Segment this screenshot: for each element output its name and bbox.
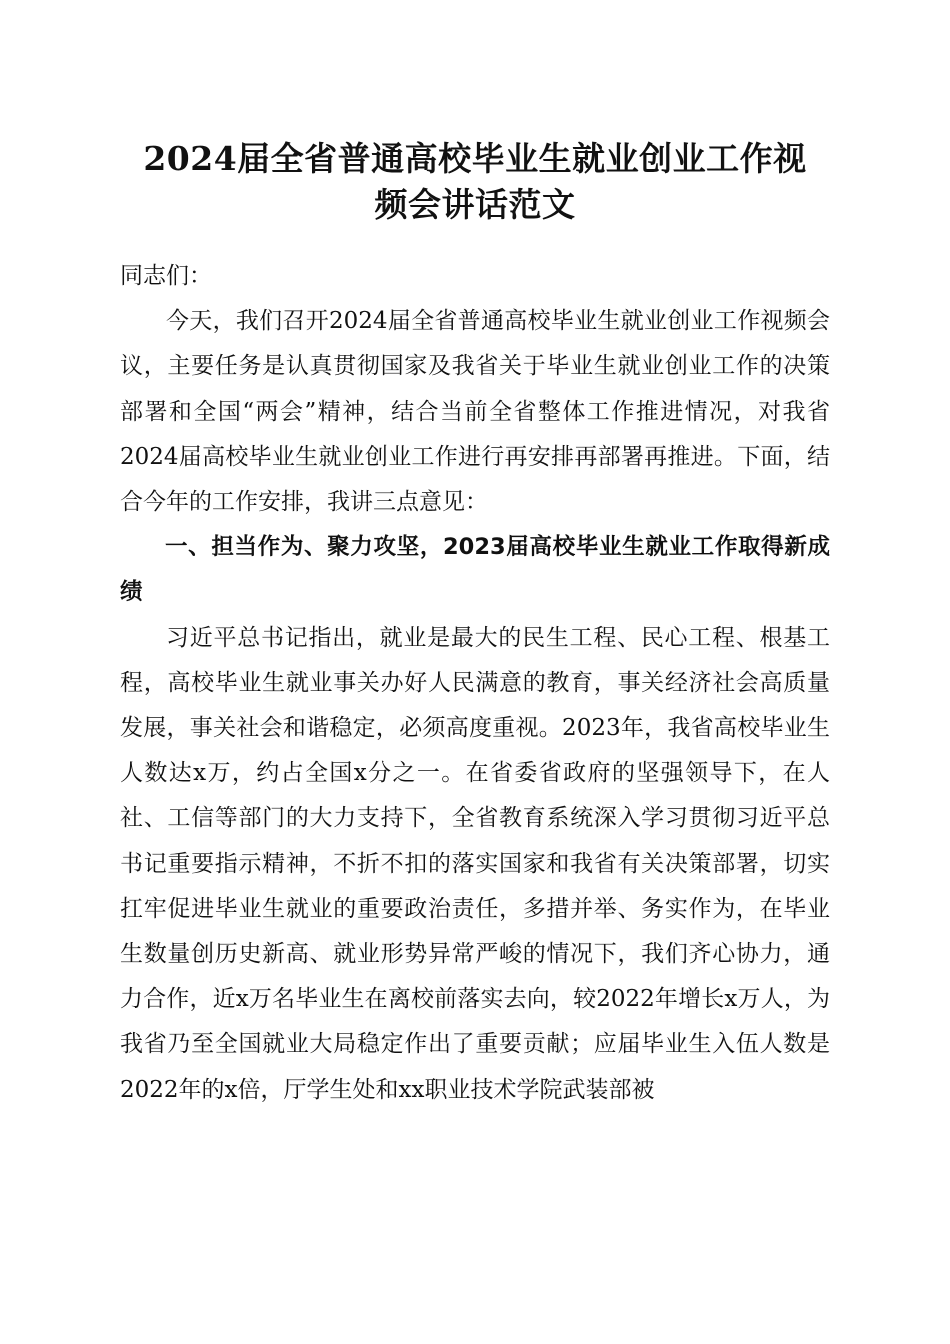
document-title-line-1: 2024届全省普通高校毕业生就业创业工作视 bbox=[143, 139, 807, 178]
greeting: 同志们： bbox=[120, 263, 212, 289]
section-paragraph: 习近平总书记指出，就业是最大的民生工程、民心工程、根基工程，高校毕业生就业事关办好人民满意的教育，事关经济社会高质量发展，事关社会和谐稳定，必须高度重视。2023年，我省高校毕业生人数达x万，约占全国x分之一。在省委省政府的坚强领导下，在人社、工信等部门的大力支持下，全省教育系统深入学习贯彻习近平总书记重要指示精神，不折不扣的落实国家和我省有关决策部署，切实扛牢促进毕业生就业的重要政治责任，多措并举、务实作为，在毕业生数量创历史新高、就业形势异常严峻的情况下，我们齐心协力，通力合作，近x万名毕业生在离校前落实去向，较2022年增长x万人，为我省乃至全国就业大局稳定作出了重要贡献；应届毕业生入伍人数是2022年的x倍，厅学生处和xx职业技术学院武装部被 bbox=[120, 624, 830, 1103]
document-title-line-2: 频会讲话范文 bbox=[374, 185, 576, 224]
section-heading: 一、担当作为、聚力攻坚，2023届高校毕业生就业工作取得新成绩 bbox=[120, 534, 830, 606]
document-body bbox=[120, 254, 830, 1113]
intro-paragraph: 今天，我们召开2024届全省普通高校毕业生就业创业工作视频会议，主要任务是认真贯彻国家及我省关于毕业生就业创业工作的决策部署和全国“两会”精神，结合当前全省整体工作推进情况，对我省2024届高校毕业生就业创业工作进行再安排再部署再推进。下面，结合今年的工作安排，我讲三点意见： bbox=[120, 308, 830, 516]
